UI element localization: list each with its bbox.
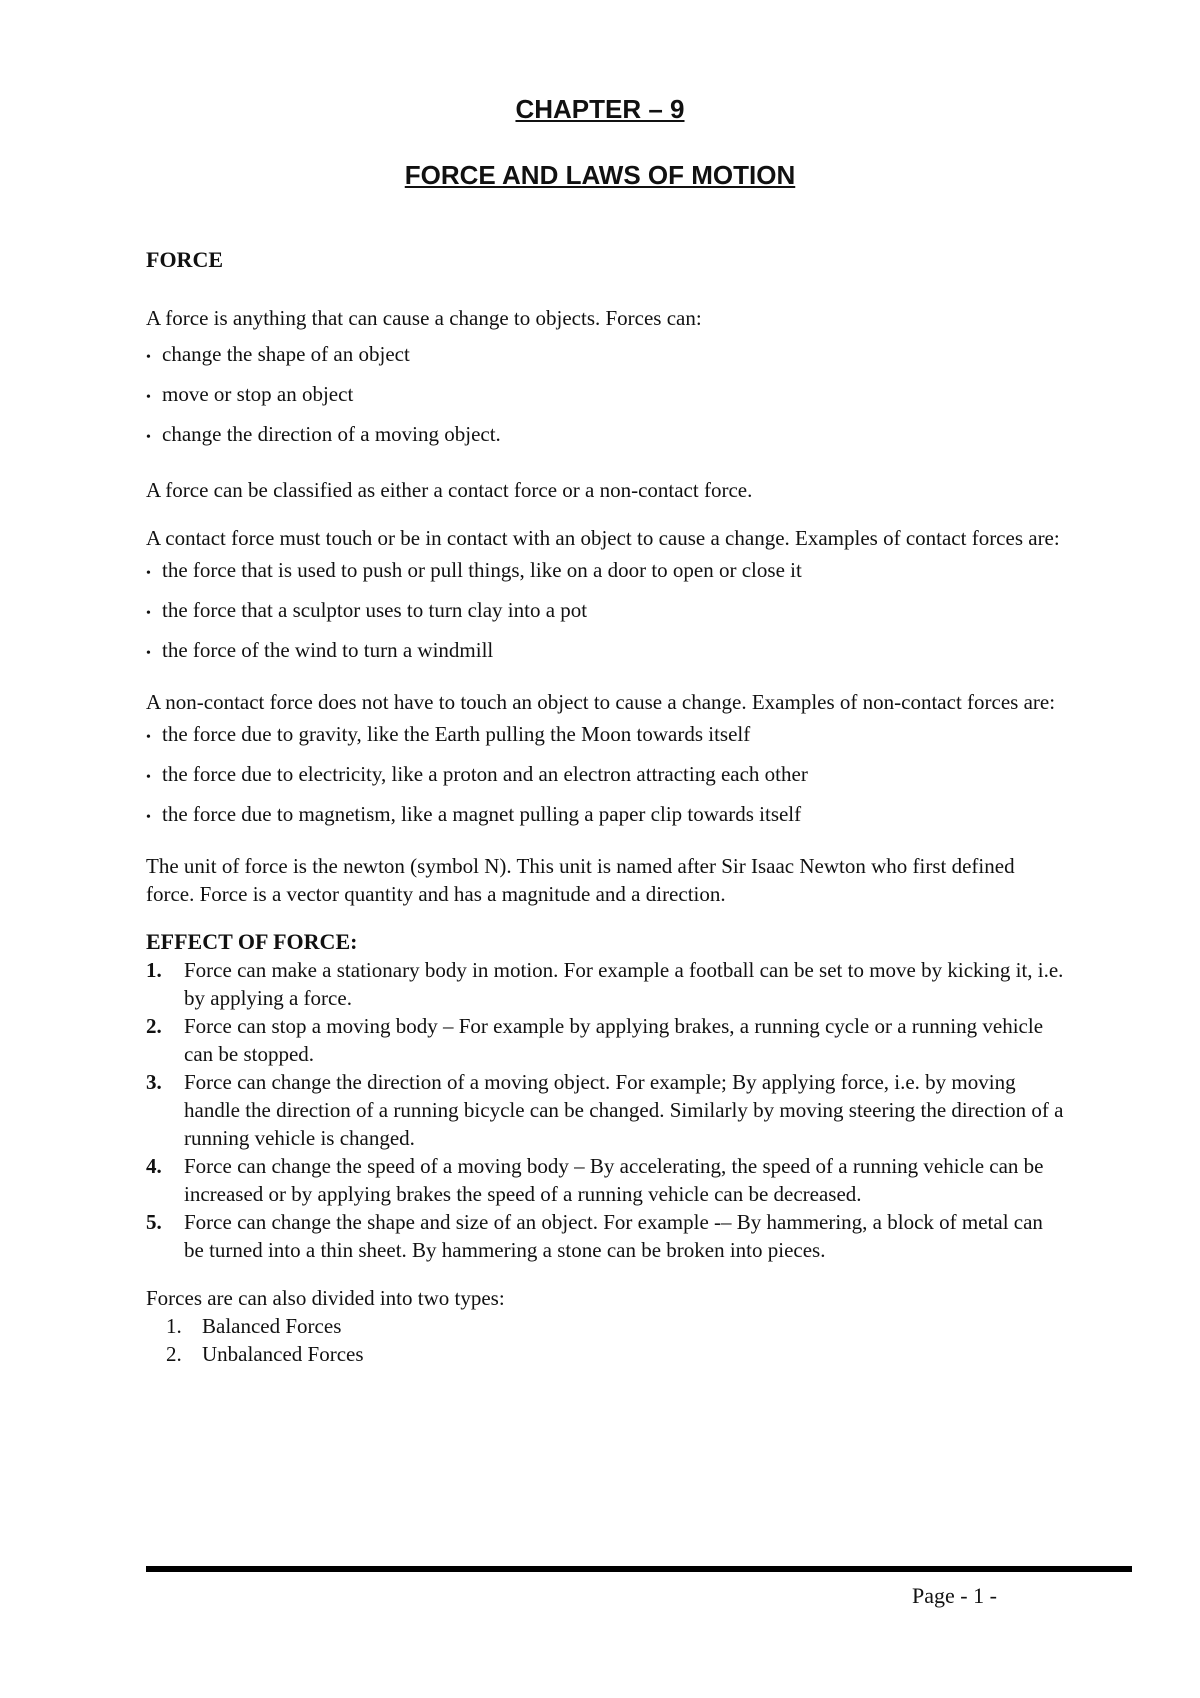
list-item: • the force due to magnetism, like a magnet pulling a paper clip towards itself [146,796,1066,836]
list-item: • the force due to electricity, like a proton and an electron attracting each other [146,756,1066,796]
classification-text: A force can be classified as either a contact force or a non-contact force. [146,478,753,502]
list-item: 3. Force can change the direction of a moving object. For example; By applying force, i.e. by moving handle the direction of a running bicycle can be changed. Similarly by moving steering the direction of a running vehicle is changed. [146,1070,1064,1150]
section-heading-effect: EFFECT OF FORCE: [146,929,358,954]
bullet-icon: • [146,810,151,825]
force-intro: A force is anything that can cause a change to objects. Forces can: [146,306,702,330]
content-body [146,242,1066,1368]
force-can-list [146,336,1066,456]
effect-list [146,956,1066,1264]
list-item: 1. Balanced Forces [166,1314,342,1338]
list-item: • the force of the wind to turn a windmill [146,632,1066,672]
bullet-icon: • [146,646,151,661]
chapter-title: FORCE AND LAWS OF MOTION [404,160,796,190]
list-item: • the force due to gravity, like the Earth pulling the Moon towards itself [146,716,1066,756]
types-list [146,1312,1066,1368]
bullet-icon: • [146,730,151,745]
bullet-icon: • [146,606,151,621]
chapter-number: CHAPTER – 9 [515,94,685,124]
list-item: 2. Unbalanced Forces [166,1342,364,1366]
bullet-icon: • [146,390,151,405]
list-item: • the force that is used to push or pull things, like on a door to open or close it [146,552,1066,592]
list-item: 4. Force can change the speed of a moving body – By accelerating, the speed of a running vehicle can be increased or by applying brakes the speed of a running vehicle can be decreased. [146,1154,1044,1206]
page-number: Page - 1 - [912,1583,997,1608]
bullet-icon: • [146,430,151,445]
list-item: • the force that a sculptor uses to turn clay into a pot [146,592,1066,632]
contact-list [146,552,1066,672]
footer-divider [146,1566,1132,1572]
section-heading-force: FORCE [146,247,223,272]
list-item: • move or stop an object [146,376,1066,416]
noncontact-intro: A non-contact force does not have to touch an object to cause a change. Examples of non-contact forces are: [146,690,1056,714]
unit-text: The unit of force is the newton (symbol N). This unit is named after Sir Isaac Newton who first defined force. Force is a vector quantity and has a magnitude and a direction. [146,854,1015,906]
list-item: 1. Force can make a stationary body in motion. For example a football can be set to move by kicking it, i.e. by applying a force. [146,958,1064,1010]
types-intro: Forces are can also divided into two types: [146,1286,505,1310]
bullet-icon: • [146,566,151,581]
contact-intro: A contact force must touch or be in contact with an object to cause a change. Examples of contact forces are: [146,526,1060,550]
bullet-icon: • [146,350,151,365]
list-item: • change the direction of a moving object. [146,416,1066,456]
bullet-icon: • [146,770,151,785]
list-item: • change the shape of an object [146,336,1066,376]
list-item: 5. Force can change the shape and size of an object. For example -– By hammering, a block of metal can be turned into a thin sheet. By hammering a stone can be broken into pieces. [146,1210,1043,1262]
noncontact-list [146,716,1066,836]
list-item: 2. Force can stop a moving body – For example by applying brakes, a running cycle or a running vehicle can be stopped. [146,1014,1044,1066]
